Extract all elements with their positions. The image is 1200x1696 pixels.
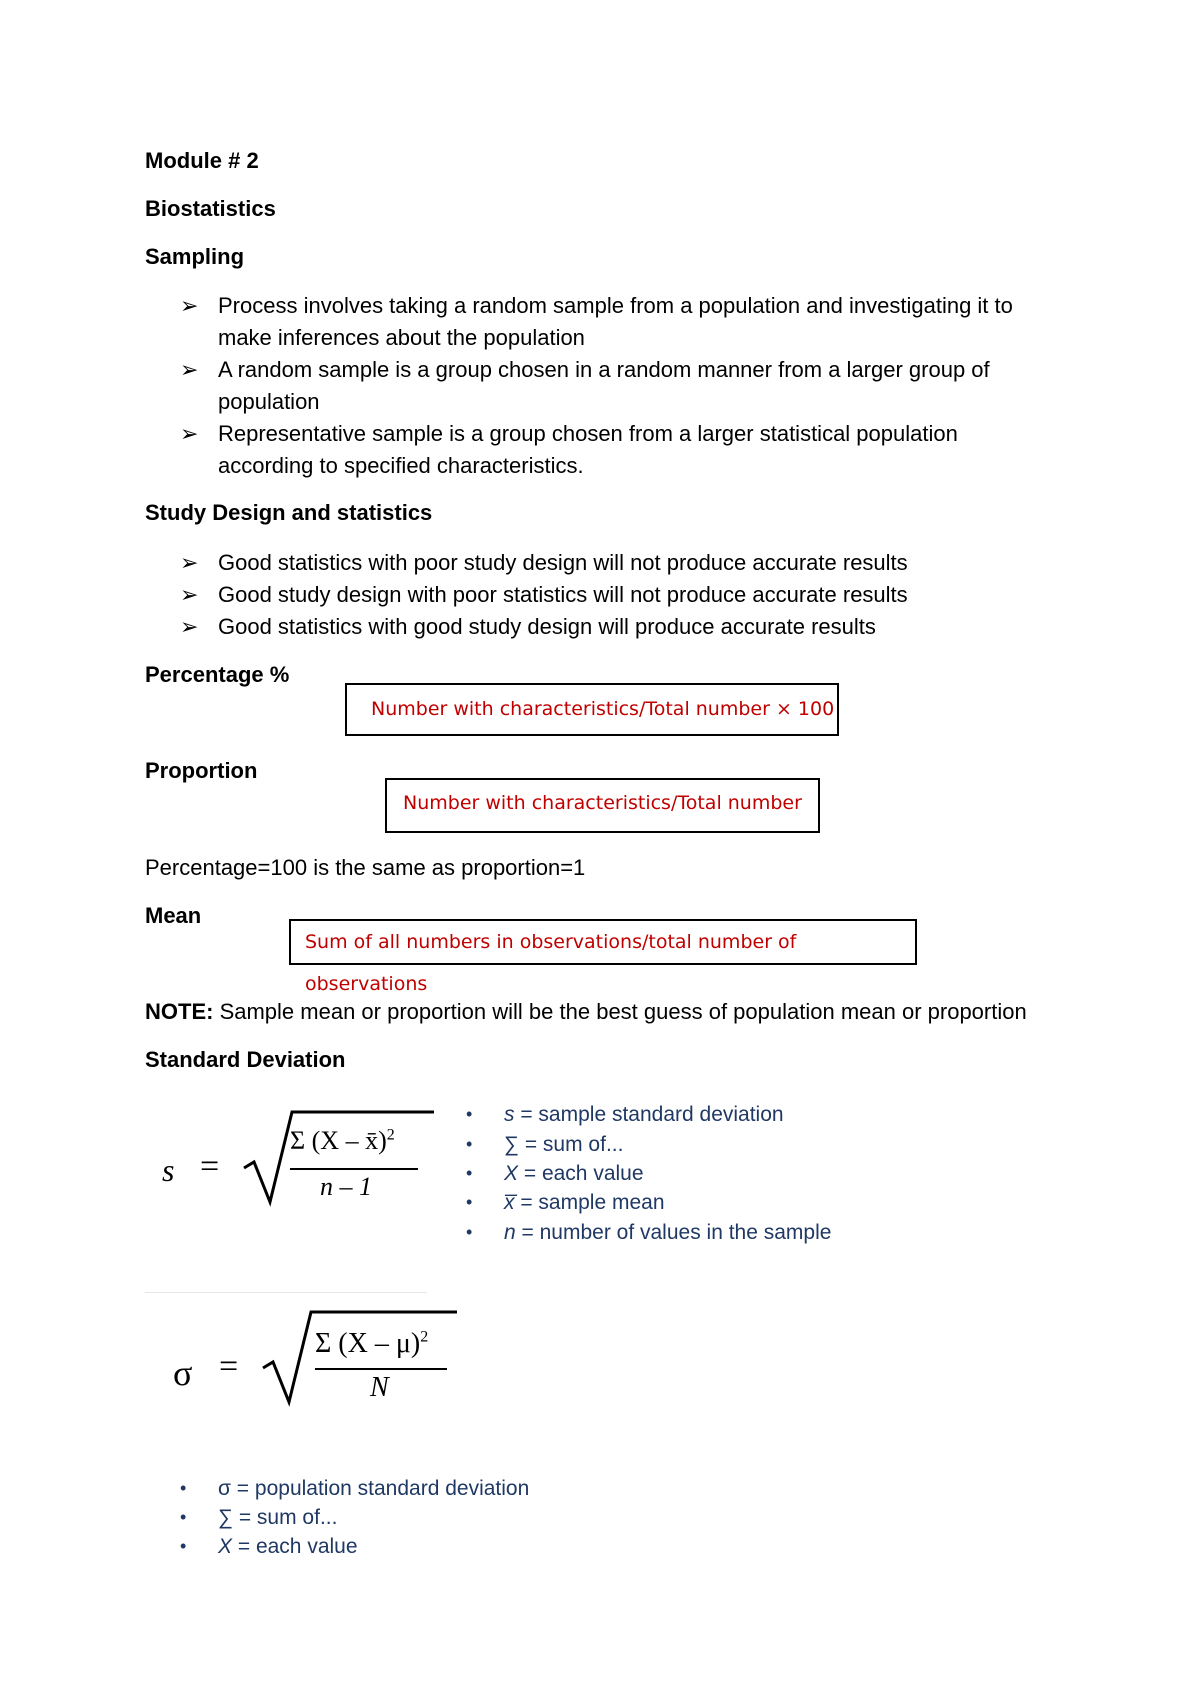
- standard-deviation-heading: Standard Deviation: [145, 1047, 346, 1072]
- arrow-bullet-icon: ➢: [180, 614, 199, 639]
- arrow-bullet-icon: ➢: [180, 550, 199, 575]
- formula-lhs: σ: [173, 1353, 193, 1393]
- sampling-heading: Sampling: [145, 244, 245, 269]
- percentage-heading: Percentage %: [145, 662, 290, 687]
- sampling-item: ➢ A random sample is a group chosen in a random manner from a larger group of population: [180, 354, 1060, 418]
- legend-item: • x̅ = sample mean: [466, 1191, 665, 1214]
- legend-item: • X = each value: [180, 1535, 358, 1558]
- legend-item: • σ = population standard deviation: [180, 1477, 530, 1500]
- legend-item: • s = sample standard deviation: [466, 1103, 784, 1126]
- formula-equals: =: [200, 1148, 220, 1185]
- population-sd-formula: [165, 1300, 465, 1420]
- radical-icon: [261, 1310, 461, 1410]
- arrow-bullet-icon: ➢: [180, 421, 199, 446]
- formula-denominator: n – 1: [320, 1172, 372, 1201]
- sample-sd-formula: [150, 1100, 430, 1230]
- legend-item: • X = each value: [466, 1162, 644, 1185]
- note-body: Sample mean or proportion will be the best guess of population mean or proportion: [213, 999, 1027, 1024]
- study-item: ➢ Good study design with poor statistics will not produce accurate results: [180, 579, 1060, 611]
- formula-lhs: s: [162, 1152, 175, 1188]
- module-heading: Module # 2: [145, 148, 259, 173]
- legend-item: • n = number of values in the sample: [466, 1221, 832, 1244]
- study-design-heading: Study Design and statistics: [145, 500, 433, 525]
- arrow-bullet-icon: ➢: [180, 357, 199, 382]
- fraction-bar: [315, 1368, 447, 1370]
- proportion-formula-box: Number with characteristics/Total number: [385, 778, 820, 833]
- mean-heading: Mean: [145, 903, 202, 928]
- separator-line: [145, 1292, 427, 1293]
- equivalence-text: Percentage=100 is the same as proportion=1: [145, 855, 586, 880]
- proportion-heading: Proportion: [145, 758, 258, 783]
- formula-numerator: Σ (X – μ)$^2$: [315, 1328, 429, 1359]
- sampling-item: ➢ Process involves taking a random sample from a population and investigating it to make inferences about the population: [180, 290, 1060, 354]
- fraction-bar: [290, 1168, 418, 1170]
- sampling-item: ➢ Representative sample is a group chosen from a larger statistical population according to specified characteristics.: [180, 418, 1060, 482]
- note-label: NOTE:: [145, 999, 214, 1024]
- percentage-formula-box: Number with characteristics/Total number × 100: [345, 683, 839, 736]
- mean-formula-box: Sum of all numbers in observations/total number of observations: [289, 919, 917, 965]
- legend-item: • ∑ = sum of...: [180, 1506, 338, 1529]
- arrow-bullet-icon: ➢: [180, 582, 199, 607]
- note-text: [145, 996, 1145, 1028]
- formula-numerator: Σ (X – x̄)$^2$: [290, 1126, 395, 1155]
- study-item: ➢ Good statistics with good study design will produce accurate results: [180, 611, 1060, 643]
- formula-equals: =: [219, 1348, 239, 1385]
- biostatistics-heading: Biostatistics: [145, 196, 276, 221]
- formula-denominator: N: [370, 1372, 389, 1403]
- legend-item: • ∑ = sum of...: [466, 1133, 624, 1156]
- study-item: ➢ Good statistics with poor study design will not produce accurate results: [180, 547, 1060, 579]
- arrow-bullet-icon: ➢: [180, 293, 199, 318]
